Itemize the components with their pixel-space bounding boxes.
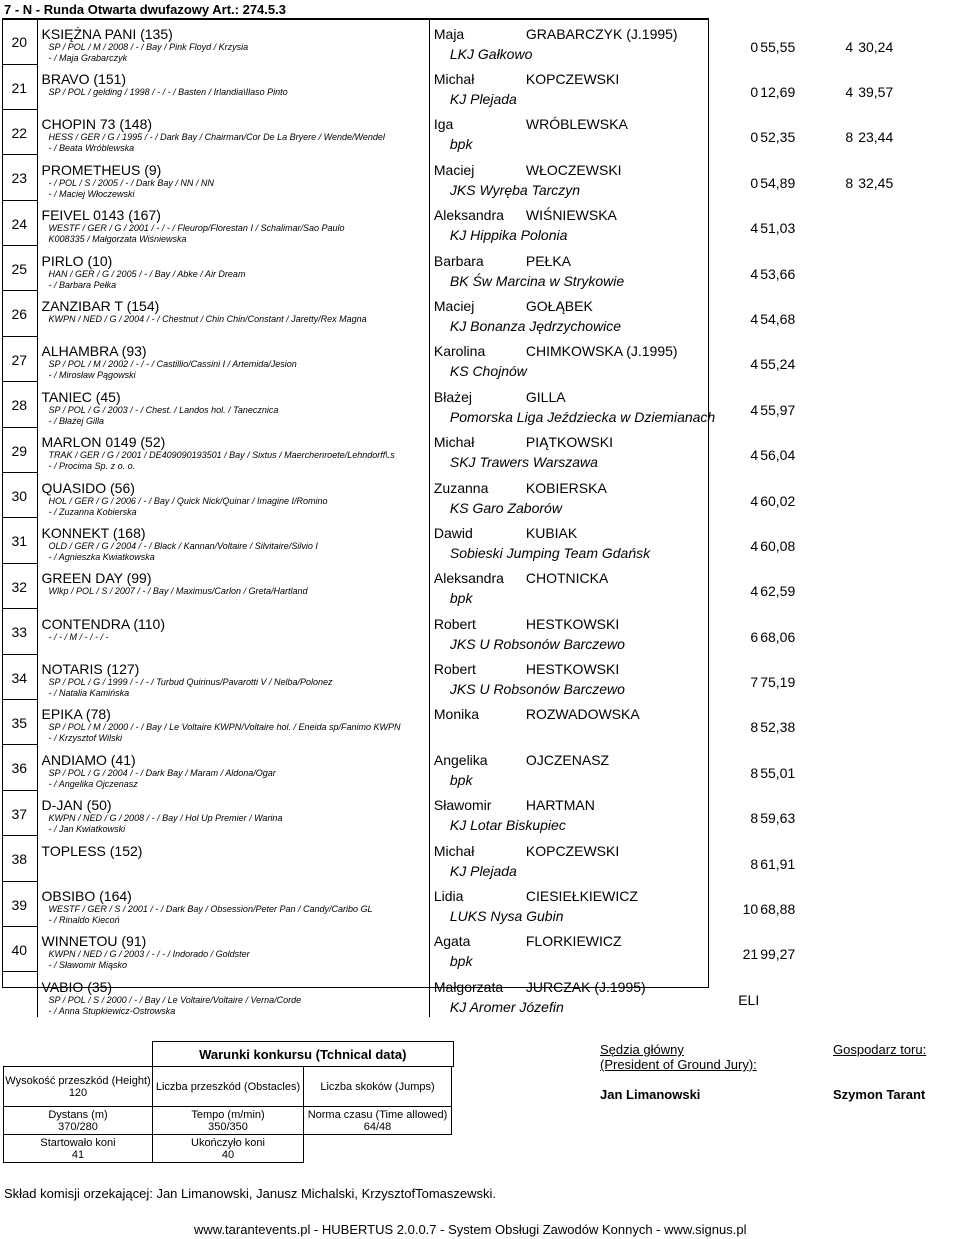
- rider-first-name: Lidia: [433, 888, 464, 905]
- horse-details: WESTF / GER / G / 2001 / - / - / Fleurop/Florestan I / Schalimar/Sao Paulo: [48, 223, 345, 234]
- judge-label-1: Sędzia główny: [600, 1042, 684, 1057]
- rider-last-name: GOŁĄBEK: [525, 297, 593, 314]
- conditions-table: [3, 1041, 454, 1163]
- page-title: 7 - N - Runda Otwarta dwufazowy Art.: 274.5.3: [4, 2, 286, 17]
- horse-details: SP / POL / M / 2008 / - / Bay / Pink Floyd / Krzysia: [48, 42, 249, 52]
- place-number: 21: [11, 79, 28, 96]
- faults-1: 4: [750, 220, 759, 237]
- score-cell: [715, 109, 959, 154]
- time-1: 56,04: [760, 447, 796, 464]
- rider-first-name: Iga: [433, 116, 454, 133]
- obstacles-label: Liczba przeszkód (Obstacles): [155, 1080, 301, 1093]
- time-2: 23,44: [858, 129, 894, 146]
- horse-name: OBSIBO (164): [41, 888, 132, 905]
- score-cell: [715, 246, 959, 291]
- score-cell: [715, 563, 959, 608]
- club-name: JKS U Robsonów Barczewo: [449, 681, 625, 698]
- score-cell: [715, 427, 959, 472]
- rider-last-name: HARTMAN: [525, 797, 595, 814]
- score-cell: [715, 972, 959, 1017]
- faults-2: 4: [845, 39, 854, 55]
- place-number: 38: [11, 851, 28, 868]
- height-label: Wysokość przeszkód (Height): [5, 1074, 151, 1087]
- place-number: 25: [11, 261, 28, 278]
- place-number: 30: [11, 488, 28, 505]
- started-cell: [4, 1135, 153, 1163]
- rider-last-name: PIĄTKOWSKI: [525, 434, 613, 451]
- host-label: Gospodarz toru:: [833, 1042, 927, 1057]
- horse-name: PIRLO (10): [41, 252, 113, 269]
- horse-details: - / Procima Sp. z o. o.: [48, 461, 136, 472]
- score-cell: [715, 609, 959, 654]
- horse-name: BRAVO (151): [41, 71, 127, 87]
- rider-first-name: Maja: [433, 26, 465, 42]
- place-number: 36: [11, 760, 28, 777]
- horse-details: HAN / GER / G / 2005 / - / Bay / Abke / Air Dream: [48, 268, 246, 279]
- club-name: JKS U Robsonów Barczewo: [449, 635, 625, 652]
- horse-details: OLD / GER / G / 2004 / - / Black / Kannan/Voltaire / Silvitaire/Silvio I: [48, 540, 318, 551]
- rider-first-name: Zuzanna: [433, 479, 489, 496]
- horse-name: ZANZIBAR T (154): [41, 297, 160, 314]
- faults-1: 4: [750, 265, 759, 282]
- horse-name: ALHAMBRA (93): [41, 343, 147, 360]
- rider-first-name: Michał: [433, 842, 475, 859]
- time-1: 55,55: [760, 39, 796, 55]
- faults-1: 10: [742, 901, 759, 918]
- started-label: Startowało koni: [40, 1136, 116, 1149]
- score-cell: [715, 699, 959, 744]
- horse-details: KWPN / NED / G / 2003 / - / - / Indorado / Goldster: [48, 949, 250, 960]
- rider-last-name: ROZWADOWSKA: [525, 706, 640, 723]
- time-1: 68,88: [760, 901, 796, 918]
- started-value: 41: [71, 1148, 85, 1161]
- rider-last-name: JURCZAK (J.1995): [525, 978, 646, 995]
- horse-details: SP / POL / G / 1999 / - / - / Turbud Quirinus/Pavarotti V / Nelba/Polonez: [48, 677, 333, 688]
- rider-last-name: PEŁKA: [525, 252, 572, 269]
- time-1: 62,59: [760, 583, 796, 600]
- rider-last-name: KOBIERSKA: [525, 479, 607, 496]
- faults-1: 4: [750, 356, 759, 373]
- rider-last-name: WŁOCZEWSKI: [525, 161, 622, 178]
- host-name: Szymon Tarant: [833, 1087, 926, 1102]
- faults-1: 0: [750, 129, 759, 146]
- time-1: 12,69: [760, 84, 796, 100]
- horse-details: - / Zuzanna Kobierska: [48, 506, 137, 517]
- rider-first-name: Aleksandra: [433, 207, 504, 224]
- horse-name: NOTARIS (127): [41, 661, 140, 678]
- rider-first-name: Maciej: [433, 297, 475, 314]
- horse-details: - / Anna Stupkiewicz-Ostrowska: [48, 1005, 176, 1016]
- time-1: 75,19: [760, 674, 796, 691]
- club-name: LUKS Nysa Gubin: [449, 908, 564, 925]
- horse-name: WINNETOU (91): [41, 933, 147, 950]
- horse-details: - / Natalia Kamińska: [48, 688, 130, 699]
- rider-last-name: KOPCZEWSKI: [525, 842, 620, 859]
- horse-details: - / Rinaldo Kiecoń: [48, 915, 120, 926]
- distance-cell: [4, 1107, 153, 1135]
- rider-last-name: HESTKOWSKI: [525, 615, 620, 632]
- score-cell: [715, 881, 959, 926]
- horse-details: SP / POL / M / 2002 / - / - / Castillio/Cassini I / Artemida/Jesion: [48, 359, 297, 370]
- faults-1: 8: [750, 764, 759, 781]
- rider-first-name: Dawid: [433, 524, 473, 541]
- horse-details: HESS / GER / G / 1995 / - / Dark Bay / Chairman/Cor De La Bryere / Wende/Wendel: [48, 132, 385, 143]
- club-name: bpk: [449, 136, 473, 153]
- time-cell: [304, 1107, 452, 1135]
- club-name: KS Garo Zaborów: [449, 499, 562, 516]
- faults-1: 6: [750, 628, 759, 645]
- rider-last-name: OJCZENASZ: [525, 751, 610, 768]
- faults-2: 4: [845, 84, 854, 100]
- club-name: BK Św Marcina w Strykowie: [449, 272, 625, 289]
- rider-first-name: Agata: [433, 933, 471, 950]
- faults-1: 4: [750, 492, 759, 509]
- rider-last-name: CHIMKOWSKA (J.1995): [525, 343, 678, 360]
- rider-last-name: KUBIAK: [525, 524, 578, 541]
- club-name: LKJ Gałkowo: [449, 46, 533, 62]
- horse-name: MARLON 0149 (52): [41, 434, 166, 451]
- rider-first-name: Barbara: [433, 252, 484, 269]
- horse-name: FEIVEL 0143 (167): [41, 207, 161, 224]
- time-1: 55,97: [760, 401, 796, 418]
- horse-details: - / Jan Kwiatkowski: [48, 824, 126, 835]
- club-name: SKJ Trawers Warszawa: [449, 454, 598, 471]
- horse-details: - / Mirosław Pągowski: [48, 370, 136, 381]
- horse-details: - / Maja Grabarczyk: [48, 53, 128, 63]
- tempo-label: Tempo (m/min): [191, 1108, 265, 1121]
- place-number: 27: [11, 351, 28, 368]
- score-cell: [715, 200, 959, 245]
- faults-1: 4: [750, 310, 759, 327]
- place-number: 32: [11, 578, 28, 595]
- faults-1: 4: [750, 447, 759, 464]
- rider-first-name: Monika: [433, 706, 480, 723]
- rider-last-name: KOPCZEWSKI: [525, 71, 620, 87]
- rider-first-name: Karolina: [433, 343, 486, 360]
- rider-first-name: Angelika: [433, 751, 488, 768]
- score-cell: [715, 654, 959, 699]
- rider-first-name: Błażej: [433, 388, 473, 405]
- horse-name: QUASIDO (56): [41, 479, 135, 496]
- height-value: 120: [68, 1086, 88, 1099]
- rider-last-name: HESTKOWSKI: [525, 661, 620, 678]
- faults-1: 4: [750, 537, 759, 554]
- score-cell: [715, 745, 959, 790]
- place-number: 34: [11, 669, 28, 686]
- rider-first-name: Sławomir: [433, 797, 492, 814]
- club-name: bpk: [449, 953, 473, 970]
- club-name: KJ Plejada: [449, 91, 517, 107]
- club-name: KS Chojnów: [449, 363, 527, 380]
- place-number: 39: [11, 896, 28, 913]
- club-name: bpk: [449, 590, 473, 607]
- rider-last-name: WRÓBLEWSKA: [525, 116, 628, 133]
- finished-label: Ukończyło koni: [191, 1136, 265, 1149]
- rider-last-name: FLORKIEWICZ: [525, 933, 622, 950]
- score-cell: [715, 64, 959, 109]
- rider-last-name: CHOTNICKA: [525, 570, 609, 587]
- obstacles-cell: [153, 1067, 304, 1107]
- horse-details: WESTF / GER / S / 2001 / - / Dark Bay / Obsession/Peter Pan / Candy/Caribo GL: [48, 904, 373, 915]
- time-label: Norma czasu (Time allowed): [307, 1108, 448, 1121]
- club-name: KJ Bonanza Jędrzychowice: [449, 317, 622, 334]
- place-number: 40: [11, 941, 28, 958]
- club-name: KJ Hippika Polonia: [449, 227, 568, 244]
- time-2: 32,45: [858, 174, 894, 191]
- horse-name: TOPLESS (152): [41, 842, 143, 859]
- finished-value: 40: [221, 1148, 235, 1161]
- horse-details: - / Sławomir Miąsko: [48, 960, 128, 971]
- score-cell: [715, 926, 959, 971]
- horse-name: GREEN DAY (99): [41, 570, 152, 587]
- horse-details: K008335 / Małgorzata Wiśniewska: [48, 234, 187, 245]
- rider-first-name: Robert: [433, 661, 476, 678]
- time-1: 54,68: [760, 310, 796, 327]
- rider-first-name: Robert: [433, 615, 476, 632]
- horse-name: TANIEC (45): [41, 388, 121, 405]
- time-1: 60,08: [760, 537, 796, 554]
- rider-last-name: WIŚNIEWSKA: [525, 207, 617, 224]
- horse-name: ANDIAMO (41): [41, 751, 136, 768]
- finished-cell: [153, 1135, 304, 1163]
- score-cell: [715, 836, 959, 881]
- score-cell: [715, 790, 959, 835]
- results-frame: [2, 19, 709, 988]
- time-1: 68,06: [760, 628, 796, 645]
- horse-details: SP / POL / G / 2003 / - / Chest. / Landos hol. / Tanecznica: [48, 404, 279, 415]
- horse-name: KSIĘŻNA PANI (135): [41, 26, 173, 42]
- faults-1: 0: [750, 174, 759, 191]
- time-1: 99,27: [760, 946, 796, 963]
- club-name: bpk: [449, 771, 473, 788]
- horse-details: KWPN / NED / G / 2004 / - / Chestnut / Chin Chin/Constant / Jaretty/Rex Magna: [48, 313, 367, 324]
- score-cell: [715, 518, 959, 563]
- place-number: 35: [11, 714, 28, 731]
- faults-1: 8: [750, 855, 759, 872]
- rider-last-name: CIESIEŁKIEWICZ: [525, 888, 638, 905]
- horse-details: Wlkp / POL / S / 2007 / - / Bay / Maximus/Carlon / Greta/Hartland: [48, 586, 308, 597]
- eliminated-mark: ELI: [738, 991, 760, 1008]
- faults-1: 21: [742, 946, 759, 963]
- horse-details: - / Beata Wróblewska: [48, 143, 135, 154]
- rider-last-name: GILLA: [525, 388, 566, 405]
- place-number: 26: [11, 306, 28, 323]
- height-cell: [4, 1067, 153, 1107]
- horse-details: - / Błażej Gilla: [48, 415, 105, 426]
- time-1: 52,38: [760, 719, 796, 736]
- tempo-value: 350/350: [208, 1120, 248, 1133]
- club-name: KJ Lotar Biskupiec: [449, 817, 566, 834]
- rider-first-name: Michał: [433, 71, 475, 87]
- horse-name: CONTENDRA (110): [41, 615, 165, 632]
- tempo-cell: [153, 1107, 304, 1135]
- horse-details: SP / POL / M / 2000 / - / Bay / Le Voltaire KWPN/Voltaire hol. / Eneida sp/Fanimo KWPN: [48, 722, 401, 733]
- rider-last-name: GRABARCZYK (J.1995): [525, 26, 678, 42]
- judge-label-2: (President of Ground Jury):: [600, 1057, 757, 1072]
- horse-details: TRAK / GER / G / 2001 / DE409090193501 / Bay / Sixtus / Maerchenroete/Lehndorff\.s: [48, 450, 395, 461]
- place-number: 22: [11, 124, 28, 141]
- horse-name: EPIKA (78): [41, 706, 111, 723]
- faults-2: 8: [845, 129, 854, 146]
- score-cell: [715, 19, 959, 64]
- score-cell: [715, 336, 959, 381]
- place-number: 28: [11, 397, 28, 414]
- faults-1: 0: [750, 84, 759, 100]
- horse-details: HOL / GER / G / 2006 / - / Bay / Quick Nick/Quinar / Imagine I/Romino: [48, 495, 328, 506]
- club-name: KJ Aromer Józefin: [449, 998, 564, 1015]
- committee-line: Skład komisji orzekającej: Jan Limanowski, Janusz Michalski, KrzysztofTomaszewski.: [4, 1186, 496, 1201]
- time-1: 54,89: [760, 174, 796, 191]
- horse-details: KWPN / NED / G / 2008 / - / Bay / Hol Up Premier / Warina: [48, 813, 283, 824]
- club-name: KJ Plejada: [449, 862, 517, 879]
- horse-details: SP / POL / S / 2000 / - / Bay / Le Voltaire/Voltaire / Verna/Corde: [48, 994, 302, 1005]
- time-1: 55,01: [760, 764, 796, 781]
- place-number: 29: [11, 442, 28, 459]
- score-cell: [715, 155, 959, 200]
- faults-1: 4: [750, 401, 759, 418]
- time-1: 59,63: [760, 810, 796, 827]
- faults-2: 8: [845, 174, 854, 191]
- faults-1: 0: [750, 39, 759, 55]
- time-1: 51,03: [760, 220, 796, 237]
- time-1: 52,35: [760, 129, 796, 146]
- horse-details: - / Krzysztof Wilski: [48, 733, 122, 744]
- place-number: 33: [11, 624, 28, 641]
- horse-name: PROMETHEUS (9): [41, 161, 162, 178]
- horse-name: CHOPIN 73 (148): [41, 116, 153, 133]
- distance-value: 370/280: [58, 1120, 98, 1133]
- score-cell: [715, 473, 959, 518]
- place-number: 24: [11, 215, 28, 232]
- time-2: 30,24: [858, 39, 894, 55]
- club-name: Sobieski Jumping Team Gdańsk: [449, 544, 651, 561]
- horse-details: - / Angelika Ojczenasz: [48, 778, 138, 789]
- rider-first-name: Michał: [433, 434, 475, 451]
- faults-1: 8: [750, 719, 759, 736]
- horse-details: - / Agnieszka Kwiatkowska: [48, 551, 155, 562]
- rider-first-name: Aleksandra: [433, 570, 504, 587]
- horse-details: - / Maciej Włoczewski: [48, 188, 135, 199]
- faults-1: 8: [750, 810, 759, 827]
- place-number: 31: [11, 533, 28, 550]
- faults-1: 4: [750, 583, 759, 600]
- time-1: 60,02: [760, 492, 796, 509]
- horse-details: - / Barbara Pełka: [48, 279, 117, 290]
- club-name: Pomorska Liga Jeździecka w Dziemianach: [449, 408, 716, 425]
- jumps-label: Liczba skoków (Jumps): [320, 1080, 435, 1093]
- judge-name: Jan Limanowski: [600, 1087, 701, 1102]
- time-2: 39,57: [858, 84, 894, 100]
- conditions-title: Warunki konkursu (Tchnical data): [153, 1042, 454, 1067]
- score-cell: [715, 291, 959, 336]
- distance-label: Dystans (m): [48, 1108, 108, 1121]
- horse-name: KONNEKT (168): [41, 524, 146, 541]
- horse-details: - / - / M / - / - / -: [48, 631, 109, 642]
- horse-details: SP / POL / gelding / 1998 / - / - / Basten / Irlandia\Ilaso Pinto: [48, 87, 288, 97]
- horse-details: - / POL / S / 2005 / - / Dark Bay / NN / NN: [48, 177, 214, 188]
- horse-name: VABIO (35): [41, 978, 113, 995]
- faults-1: 7: [750, 674, 759, 691]
- jumps-cell: [304, 1067, 452, 1107]
- horse-details: SP / POL / G / 2004 / - / Dark Bay / Maram / Aldona/Ogar: [48, 767, 276, 778]
- horse-name: D-JAN (50): [41, 797, 112, 814]
- place-number: 20: [11, 34, 28, 50]
- rider-first-name: Małgorzata: [433, 978, 504, 995]
- time-1: 61,91: [760, 855, 796, 872]
- place-number: 23: [11, 170, 28, 187]
- time-value: 64/48: [363, 1120, 392, 1133]
- rider-first-name: Maciej: [433, 161, 475, 178]
- score-cell: [715, 382, 959, 427]
- website-line: www.tarantevents.pl - HUBERTUS 2.0.0.7 - System Obsługi Zawodów Konnych - www.signus.pl: [194, 1222, 747, 1237]
- time-1: 55,24: [760, 356, 796, 373]
- place-number: 37: [11, 805, 28, 822]
- club-name: JKS Wyręba Tarczyn: [449, 181, 581, 198]
- time-1: 53,66: [760, 265, 796, 282]
